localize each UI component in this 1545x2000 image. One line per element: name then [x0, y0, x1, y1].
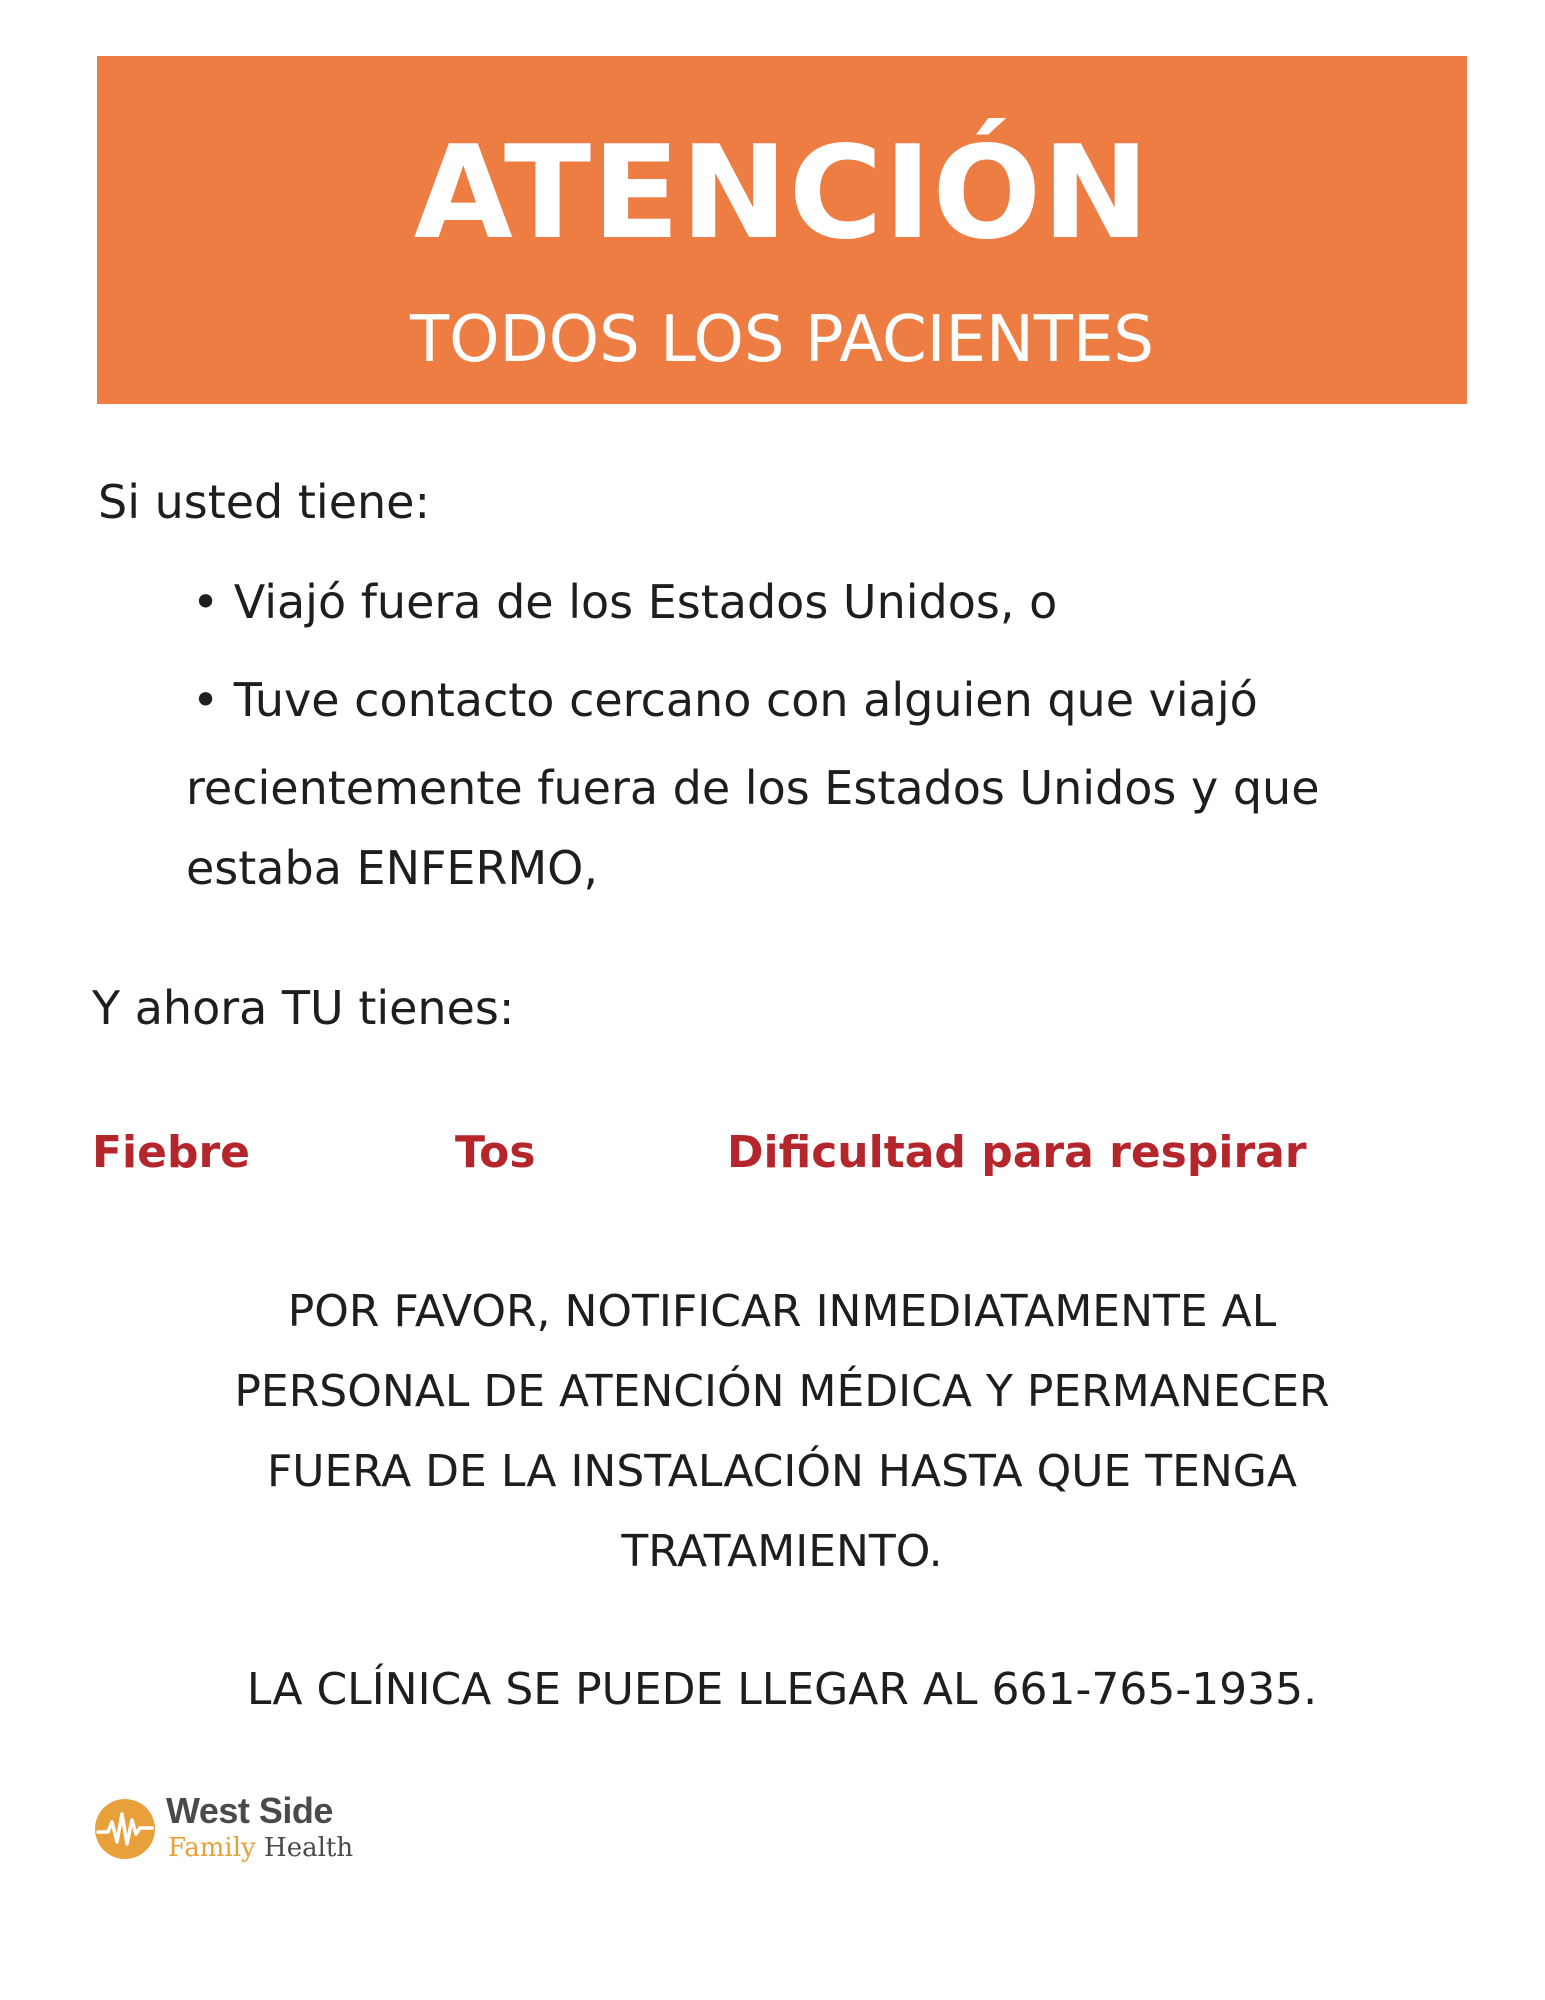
notice-line: FUERA DE LA INSTALACIÓN HASTA QUE TENGA	[266, 1446, 1297, 1497]
attention-banner	[97, 56, 1467, 404]
bullet-contact-line-2: recientemente fuera de los Estados Unidos y que	[186, 761, 1320, 815]
logo-tagline	[168, 1832, 353, 1864]
notice-line: POR FAVOR, NOTIFICAR INMEDIATAMENTE AL	[287, 1286, 1277, 1337]
bullet-contact-line-3: estaba ENFERMO,	[186, 841, 598, 895]
now-have-text: Y ahora TU tienes:	[92, 981, 515, 1035]
logo-name: West Side	[166, 1790, 333, 1831]
notice-block	[97, 1272, 1467, 1592]
west-side-logo	[94, 1790, 414, 1870]
notice-line: TRATAMIENTO.	[621, 1526, 943, 1577]
banner-title: ATENCIÓN	[413, 119, 1151, 268]
clinic-contact: LA CLÍNICA SE PUEDE LLEGAR AL 661-765-1935.	[246, 1664, 1318, 1715]
logo-tag-family: Family	[168, 1833, 256, 1863]
heartbeat-sun-icon	[94, 1798, 156, 1860]
bullet-contact-line-1: • Tuve contacto cercano con alguien que viajó	[192, 673, 1258, 727]
logo-tag-health: Health	[264, 1833, 354, 1863]
notice-line: PERSONAL DE ATENCIÓN MÉDICA Y PERMANECER	[234, 1366, 1330, 1417]
symptom-breathing: Dificultad para respirar	[727, 1127, 1307, 1178]
symptom-fever: Fiebre	[92, 1127, 251, 1178]
symptom-cough: Tos	[455, 1127, 536, 1178]
banner-subtitle: TODOS LOS PACIENTES	[410, 303, 1154, 377]
intro-text: Si usted tiene:	[98, 475, 430, 529]
bullet-travel: • Viajó fuera de los Estados Unidos, o	[192, 575, 1058, 629]
